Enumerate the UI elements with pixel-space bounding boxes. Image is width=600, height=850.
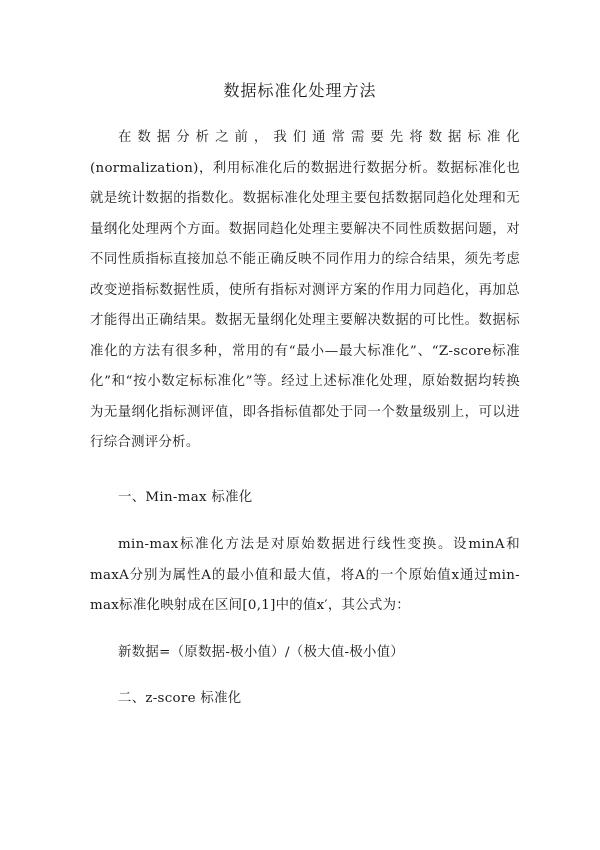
intro-paragraph: 在数据分析之前，我们通常需要先将数据标准化(normalization)，利用标准化后的数据进行数据分析。数据标准化也就是统计数据的指数化。数据标准化处理主要包括数据同趋化处理和无量纲化处理两个方面。数据同趋化处理主要解决不同性质数据问题，对不同性质指标直接加总不能正确反映不同作用力的综合结果，须先考虑改变逆指标数据性质，使所有指标对测评方案的作用力同趋化，再加总才能得出正确结果。数据无量纲化处理主要解决数据的可比性。数据标准化的方法有很多种，常用的有“最小—最大标准化”、“Z-score标准化”和“按小数定标标准化”等。经过上述标准化处理，原始数据均转换为无量纲化指标测评值，即各指标值都处于同一个数量级别上，可以进行综合测评分析。 [90,130,520,450]
min-max-paragraph: min-max标准化方法是对原始数据进行线性变换。设minA和maxA分别为属性A的最小值和最大值，将A的一个原始值x通过min-max标准化映射成在区间[0,1]中的值x′，其公式为： [90,537,520,613]
min-max-formula: 新数据=（原数据-极小值）/（极大值-极小值） [118,645,405,660]
document-title: 数据标准化处理方法 [223,81,377,100]
section-heading-z-score: 二、z-score 标准化 [118,691,242,706]
section-heading-min-max: 一、Min-max 标准化 [118,490,253,505]
